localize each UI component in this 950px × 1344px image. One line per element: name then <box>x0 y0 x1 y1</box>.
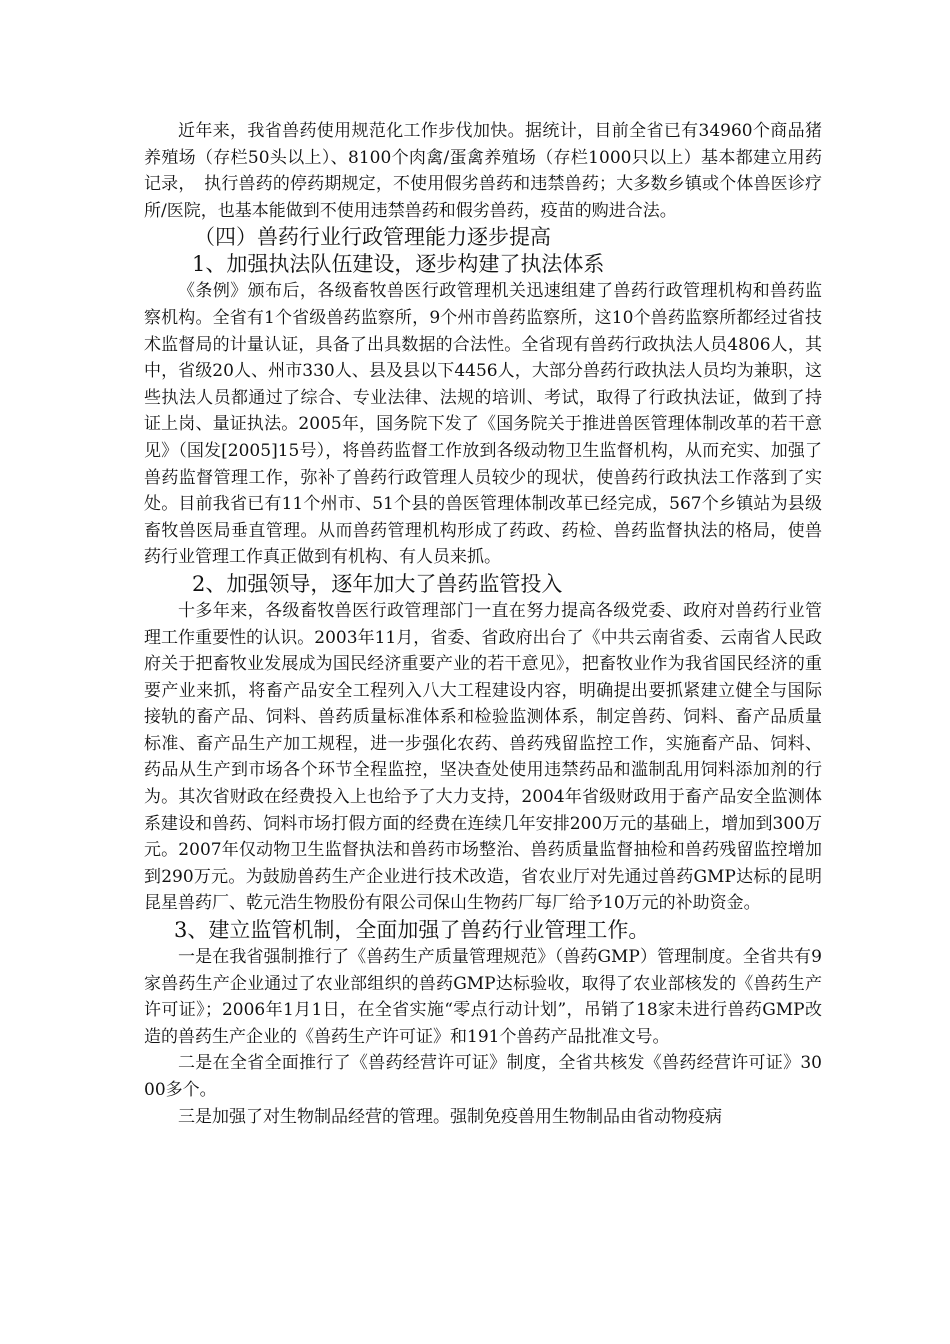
subheading-3: 3、建立监管机制，全面加强了兽药行业管理工作。 <box>174 918 650 943</box>
paragraph-3c: 三是加强了对生物制品经营的管理。强制免疫兽用生物制品由省动物疫病 <box>178 1106 722 1127</box>
paragraph-2: 十多年来，各级畜牧兽医行政管理部门一直在努力提高各级党委、政府对兽药行业管理工作重要性的认识。2003年11月，省委、省政府出台了《中共云南省委、云南省人民政府关于把畜牧业发展成为国民经济重要产业的若干意见》，把畜牧业作为我省国民经济的重要产业来抓，将畜产品安全工程列入八大工程建设内容，明确提出要抓紧建立健全与国际接轨的畜产品、饲料、兽药质量标准体系和检验监测体系，制定兽药、饲料、畜产品质量标准、畜产品生产加工规程，进一步强化农药、兽药残留监控工作，实施畜产品、饲料、药品从生产到市场各个环节全程监控，坚决查处使用违禁药品和滥制乱用饲料添加剂的行为。其次省财政在经费投入上也给予了大力支持，2004年省级财政用于畜产品安全监测体系建设和兽药、饲料市场打假方面的经费在连续几年安排200万元的基础上，增加到300万元。2007年仅动物卫生监督执法和兽药市场整治、兽药质量监督抽检和兽药残留监控增加到290万元。为鼓励兽药生产企业进行技术改造，省农业厅对先通过兽药GMP达标的昆明昆星兽药厂、乾元浩生物股份有限公司保山生物药厂每厂给予10万元的补助资金。 <box>144 600 822 914</box>
paragraph-3a: 一是在我省强制推行了《兽药生产质量管理规范》（兽药GMP）管理制度。全省共有9家兽药生产企业通过了农业部组织的兽药GMP达标验收，取得了农业部核发的《兽药生产许可证》；2006年1月1日，在全省实施“零点行动计划”，吊销了18家未进行兽药GMP改造的兽药生产企业的《兽药生产许可证》和191个兽药产品批准文号。 <box>144 947 822 1047</box>
paragraph-1: 《条例》颁布后，各级畜牧兽医行政管理机关迅速组建了兽药行政管理机构和兽药监察机构。全省有1个省级兽药监察所，9个州市兽药监察所，这10个兽药监察所都经过省技术监督局的计量认证，具备了出具数据的合法性。全省现有兽药行政执法人员4806人，其中，省级20人、州市330人、县及县以下4456人，大部分兽药行政执法人员均为兼职，这些执法人员都通过了综合、专业法律、法规的培训、考试，取得了行政执法证，做到了持证上岗、量证执法。2005年，国务院下发了《国务院关于推进兽医管理体制改革的若干意见》（国发[2005]15号），将兽药监督工作放到各级动物卫生监督机构，从而充实、加强了兽药监督管理工作，弥补了兽药行政管理人员较少的现状，使兽药行政执法工作落到了实处。目前我省已有11个州市、51个县的兽医管理体制改革已经完成，567个乡镇站为县级畜牧兽医局垂直管理。从而兽药管理机构形成了药政、药检、兽药监督执法的格局，使兽药行业管理工作真正做到有机构、有人员来抓。 <box>144 281 822 568</box>
section-heading-4: （四）兽药行业行政管理能力逐步提高 <box>194 225 551 250</box>
document-page <box>144 118 822 1130</box>
subheading-2: 2、加强领导，逐年加大了兽药监管投入 <box>192 571 563 596</box>
paragraph-intro: 近年来，我省兽药使用规范化工作步伐加快。据统计，目前全省已有34960个商品猪养殖场（存栏50头以上）、8100个肉禽/蛋禽养殖场（存栏1000只以上）基本都建立用药记录， 执行兽药的停药期规定，不使用假劣兽药和违禁兽药；大多数乡镇或个体兽医诊疗所/医院，也基本能做到不使用违禁兽药和假劣兽药，疫苗的购进合法。 <box>144 121 822 221</box>
subheading-1: 1、加强执法队伍建设，逐步构建了执法体系 <box>192 252 605 277</box>
paragraph-3b: 二是在全省全面推行了《兽药经营许可证》制度，全省共核发《兽药经营许可证》3000多个。 <box>144 1053 822 1100</box>
